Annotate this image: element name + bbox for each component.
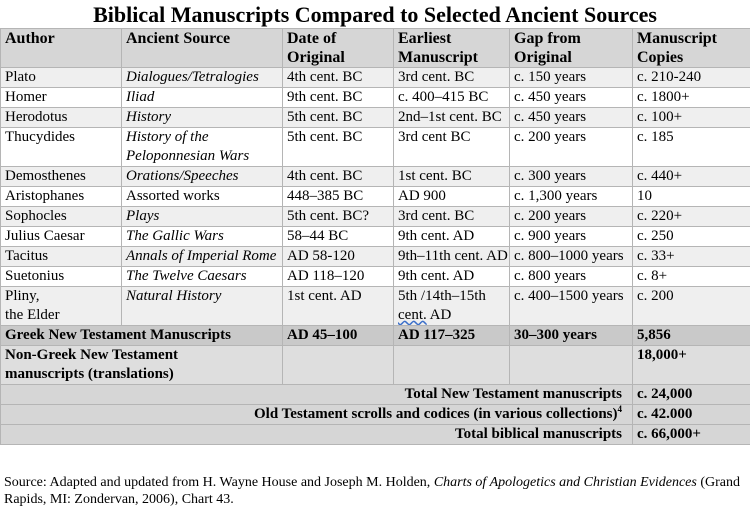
header-copies: Manuscript Copies xyxy=(633,29,750,68)
cell-source: Annals of Imperial Rome xyxy=(122,247,283,267)
cell-source: Natural History xyxy=(122,287,283,326)
cell-earliest: 3rd cent. BC xyxy=(394,207,510,227)
cell-author: Sophocles xyxy=(1,207,122,227)
cell-date: 4th cent. BC xyxy=(283,167,394,187)
header-row xyxy=(1,29,750,68)
total-label: Total New Testament manuscripts xyxy=(1,385,633,405)
nongreek-nt-row xyxy=(1,346,750,385)
header-source: Ancient Source xyxy=(122,29,283,68)
cell-gap: c. 200 years xyxy=(510,207,633,227)
table-row xyxy=(1,88,750,108)
cell-copies: c. 8+ xyxy=(633,267,750,287)
cell-copies: 5,856 xyxy=(633,326,750,346)
source-note: Source: Adapted and updated from H. Wayne House and Joseph M. Holden, Charts of Apologetics and Christian Evidences (Grand Rapids, MI: Zondervan, 2006), Chart 43. xyxy=(4,475,740,507)
cell-source: History xyxy=(122,108,283,128)
table-row xyxy=(1,267,750,287)
cell-date: 448–385 BC xyxy=(283,187,394,207)
cell-label: Non-Greek New Testament manuscripts (translations) xyxy=(1,346,283,385)
total-value: c. 42.000 xyxy=(633,405,750,425)
cell-date: 5th cent. BC? xyxy=(283,207,394,227)
cell-gap: c. 150 years xyxy=(510,68,633,88)
cell-copies: c. 220+ xyxy=(633,207,750,227)
cell-earliest: 1st cent. BC xyxy=(394,167,510,187)
cell-earliest: 9th–11th cent. AD xyxy=(394,247,510,267)
cell-earliest: 3rd cent BC xyxy=(394,128,510,167)
cell-gap: 30–300 years xyxy=(510,326,633,346)
manuscripts-table xyxy=(0,28,750,445)
cell-date: 9th cent. BC xyxy=(283,88,394,108)
cell-copies: 18,000+ xyxy=(633,346,750,385)
cell-author: Pliny, the Elder xyxy=(1,287,122,326)
cell-source: Dialogues/Tetralogies xyxy=(122,68,283,88)
cell-gap: c. 400–1500 years xyxy=(510,287,633,326)
table-row xyxy=(1,227,750,247)
cell-copies: c. 210-240 xyxy=(633,68,750,88)
cell-copies: c. 440+ xyxy=(633,167,750,187)
footnote-marker: 4 xyxy=(617,404,622,414)
cell-label: Greek New Testament Manuscripts xyxy=(1,326,283,346)
cell-author: Herodotus xyxy=(1,108,122,128)
cell-date: AD 45–100 xyxy=(283,326,394,346)
cell-gap: c. 900 years xyxy=(510,227,633,247)
total-value: c. 66,000+ xyxy=(633,425,750,445)
cell-date: AD 58-120 xyxy=(283,247,394,267)
cell-author: Tacitus xyxy=(1,247,122,267)
cell-earliest: c. 400–415 BC xyxy=(394,88,510,108)
header-author: Author xyxy=(1,29,122,68)
table-row xyxy=(1,187,750,207)
cell-gap xyxy=(510,346,633,385)
cell-gap: c. 300 years xyxy=(510,167,633,187)
total-value: c. 24,000 xyxy=(633,385,750,405)
cell-gap: c. 450 years xyxy=(510,88,633,108)
total-row xyxy=(1,385,750,405)
total-label: Old Testament scrolls and codices (in various collections)$^4$ xyxy=(1,405,633,425)
total-row xyxy=(1,405,750,425)
header-date: Date of Original xyxy=(283,29,394,68)
cell-author: Aristophanes xyxy=(1,187,122,207)
cell-copies: 10 xyxy=(633,187,750,207)
cell-date: 5th cent. BC xyxy=(283,128,394,167)
table-row xyxy=(1,247,750,267)
cell-author: Plato xyxy=(1,68,122,88)
table-row xyxy=(1,68,750,88)
cell-earliest xyxy=(394,346,510,385)
cell-earliest: AD 117–325 xyxy=(394,326,510,346)
cell-gap: c. 800–1000 years xyxy=(510,247,633,267)
cell-source: History of the Peloponnesian Wars xyxy=(122,128,283,167)
cell-date: 58–44 BC xyxy=(283,227,394,247)
cell-date xyxy=(283,346,394,385)
page-title: Biblical Manuscripts Compared to Selected Ancient Sources xyxy=(93,2,657,27)
cell-gap: c. 1,300 years xyxy=(510,187,633,207)
cell-earliest: 9th cent. AD xyxy=(394,227,510,247)
cell-source: Orations/Speeches xyxy=(122,167,283,187)
cell-date: AD 118–120 xyxy=(283,267,394,287)
cell-date: 1st cent. AD xyxy=(283,287,394,326)
cell-copies: c. 33+ xyxy=(633,247,750,267)
cell-author: Homer xyxy=(1,88,122,108)
total-row xyxy=(1,425,750,445)
cell-source: Assorted works xyxy=(122,187,283,207)
total-label: Total biblical manuscripts xyxy=(1,425,633,445)
table-row xyxy=(1,287,750,326)
cell-gap: c. 450 years xyxy=(510,108,633,128)
cell-earliest: 3rd cent. BC xyxy=(394,68,510,88)
table-row xyxy=(1,207,750,227)
cell-author: Demosthenes xyxy=(1,167,122,187)
cell-copies: c. 250 xyxy=(633,227,750,247)
cell-author: Thucydides xyxy=(1,128,122,167)
cell-source: The Gallic Wars xyxy=(122,227,283,247)
cell-copies: c. 200 xyxy=(633,287,750,326)
cell-author: Suetonius xyxy=(1,267,122,287)
greek-nt-row xyxy=(1,326,750,346)
header-gap: Gap from Original xyxy=(510,29,633,68)
cell-source: The Twelve Caesars xyxy=(122,267,283,287)
table-row xyxy=(1,128,750,167)
cell-date: 5th cent. BC xyxy=(283,108,394,128)
cell-copies: c. 1800+ xyxy=(633,88,750,108)
header-earliest: Earliest Manuscript xyxy=(394,29,510,68)
cell-date: 4th cent. BC xyxy=(283,68,394,88)
cell-earliest: 9th cent. AD xyxy=(394,267,510,287)
cell-author: Julius Caesar xyxy=(1,227,122,247)
cell-source: Plays xyxy=(122,207,283,227)
cell-source: Iliad xyxy=(122,88,283,108)
cell-copies: c. 185 xyxy=(633,128,750,167)
cell-earliest: 5th /14th–15th cent. AD xyxy=(394,287,510,326)
cell-earliest: AD 900 xyxy=(394,187,510,207)
cell-gap: c. 200 years xyxy=(510,128,633,167)
cell-earliest: 2nd–1st cent. BC xyxy=(394,108,510,128)
table-row xyxy=(1,167,750,187)
table-row xyxy=(1,108,750,128)
cell-copies: c. 100+ xyxy=(633,108,750,128)
cell-gap: c. 800 years xyxy=(510,267,633,287)
